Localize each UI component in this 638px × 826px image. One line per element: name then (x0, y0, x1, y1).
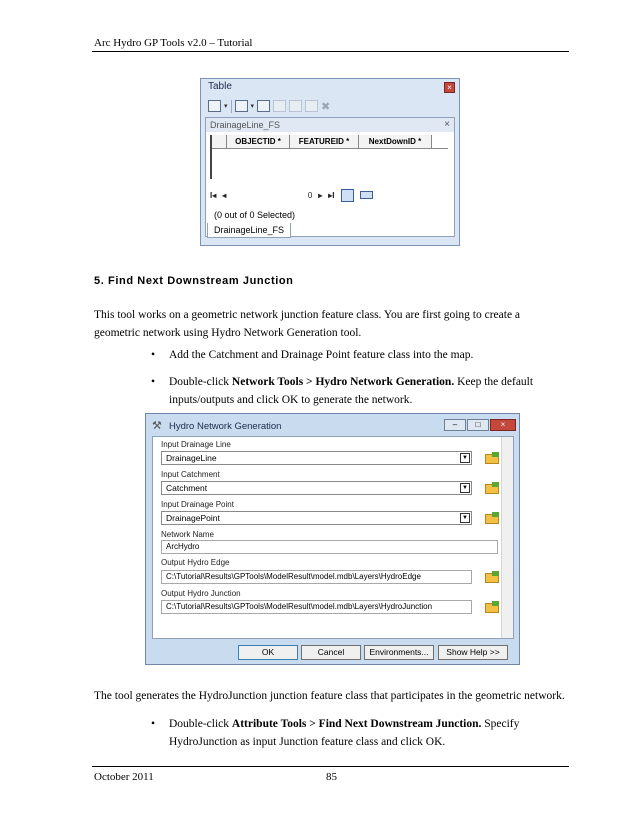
list-item-text-pre: Double-click (169, 718, 232, 730)
chevron-down-icon[interactable]: ▾ (250, 103, 255, 110)
browse-folder-icon[interactable] (484, 600, 500, 614)
record-navigator (210, 187, 373, 203)
table-window (200, 78, 460, 246)
table-options-icon[interactable] (208, 100, 221, 112)
dialog-scrollbar[interactable] (501, 437, 513, 638)
output-hydro-edge-label: Output Hydro Edge (161, 558, 230, 567)
table-toolbar (208, 98, 330, 114)
switch-selection-icon[interactable] (273, 100, 286, 112)
close-icon[interactable]: × (490, 419, 516, 431)
show-selected-records-icon[interactable] (360, 191, 373, 199)
input-drainage-line-select[interactable] (161, 451, 472, 465)
list-item (151, 715, 559, 751)
dialog-body (152, 436, 514, 639)
browse-folder-icon[interactable] (484, 451, 500, 465)
column-header-nextdownid[interactable]: NextDownID * (359, 135, 432, 148)
input-catchment-label: Input Catchment (161, 470, 220, 479)
input-catchment-select[interactable] (161, 481, 472, 495)
column-header-featureid[interactable]: FEATUREID * (290, 135, 359, 148)
network-name-label: Network Name (161, 530, 214, 539)
list-item-text: Add the Catchment and Drainage Point feature class into the map. (169, 349, 474, 361)
close-icon[interactable]: × (444, 82, 455, 93)
show-all-records-icon[interactable] (341, 189, 354, 202)
input-drainage-point-label: Input Drainage Point (161, 500, 234, 509)
chevron-down-icon[interactable]: ▼ (460, 513, 470, 523)
input-drainage-point-value: DrainagePoint (166, 513, 220, 523)
list-item (151, 346, 559, 364)
list-item-text-bold: Network Tools > Hydro Network Generation. (231, 376, 455, 388)
column-header-objectid[interactable]: OBJECTID * (227, 135, 290, 148)
bullet-glyph: • (151, 376, 156, 388)
subwindow-titlebar (206, 118, 454, 132)
list-item-text-post: Keep the default inputs/outputs and click OK to generate the network. (169, 376, 534, 406)
footer-rule (92, 766, 569, 767)
header-rule (92, 51, 569, 52)
bullet-glyph: • (151, 349, 156, 361)
table-tab[interactable]: DrainageLine_FS (207, 223, 291, 238)
browse-folder-icon[interactable] (484, 511, 500, 525)
list-item (151, 373, 559, 409)
clear-selection-icon[interactable] (289, 100, 302, 112)
record-number[interactable]: 0 (307, 190, 313, 200)
input-drainage-point-select[interactable] (161, 511, 472, 525)
zoom-to-selected-icon[interactable] (305, 100, 318, 112)
show-help-button[interactable]: Show Help >> (438, 645, 508, 660)
section-heading: 5. Find Next Downstream Junction (94, 275, 294, 287)
footer-date: October 2011 (94, 771, 154, 783)
intro-paragraph: This tool works on a geometric network junction feature class. You are first going to create a geometric network using Hydro Network Generation tool. (94, 309, 521, 339)
list-item-text-bold: Attribute Tools > Find Next Downstream Junction. (231, 718, 482, 730)
close-icon[interactable]: × (444, 119, 450, 130)
hydro-network-generation-dialog (145, 413, 520, 665)
chevron-down-icon[interactable]: ▼ (460, 453, 470, 463)
table-subwindow (205, 117, 455, 237)
ok-button[interactable]: OK (238, 645, 298, 660)
chevron-down-icon[interactable]: ▼ (460, 483, 470, 493)
dialog-title: Hydro Network Generation (169, 421, 282, 432)
previous-record-icon[interactable]: ◂ (222, 190, 227, 200)
environments-button[interactable]: Environments... (364, 645, 434, 660)
table-window-title: Table (208, 81, 232, 92)
list-item-text-post: Specify HydroJunction as input Junction feature class and click OK. (169, 718, 520, 748)
page-header: Arc Hydro GP Tools v2.0 – Tutorial (94, 37, 253, 49)
cancel-button[interactable]: Cancel (301, 645, 361, 660)
attribute-grid (210, 135, 448, 179)
browse-folder-icon[interactable] (484, 570, 500, 584)
toolbar-separator (231, 100, 232, 113)
input-catchment-value: Catchment (166, 483, 208, 493)
grid-header (212, 135, 448, 149)
first-record-icon[interactable]: I◂ (210, 190, 217, 200)
subwindow-title: DrainageLine_FS (210, 120, 281, 130)
hammer-icon: ⚒ (152, 420, 162, 432)
select-by-attributes-icon[interactable] (257, 100, 270, 112)
chevron-down-icon[interactable]: ▾ (224, 103, 228, 110)
list-item-text-pre: Double-click (169, 376, 232, 388)
next-record-icon[interactable]: ▸ (318, 190, 323, 200)
last-record-icon[interactable]: ▸I (328, 190, 335, 200)
selection-status: (0 out of 0 Selected) (214, 210, 296, 220)
maximize-icon[interactable]: □ (467, 419, 489, 431)
bullet-glyph: • (151, 718, 156, 730)
minimize-icon[interactable]: – (444, 419, 466, 431)
related-tables-icon[interactable] (235, 100, 248, 112)
output-hydro-junction-label: Output Hydro Junction (161, 589, 241, 598)
network-name-input[interactable]: ArcHydro (161, 540, 498, 554)
input-drainage-line-value: DrainageLine (166, 453, 217, 463)
page-number: 85 (326, 771, 337, 783)
row-selector-header (212, 135, 227, 148)
input-drainage-line-label: Input Drainage Line (161, 440, 231, 449)
browse-folder-icon[interactable] (484, 481, 500, 495)
result-paragraph: The tool generates the HydroJunction junction feature class that participates in the geometric network. (94, 690, 565, 702)
delete-selected-icon[interactable]: ✖ (321, 100, 331, 113)
output-hydro-junction-input[interactable]: C:\Tutorial\Results\GPTools\ModelResult\model.mdb\Layers\HydroJunction (161, 600, 472, 614)
output-hydro-edge-input[interactable]: C:\Tutorial\Results\GPTools\ModelResult\model.mdb\Layers\HydroEdge (161, 570, 472, 584)
